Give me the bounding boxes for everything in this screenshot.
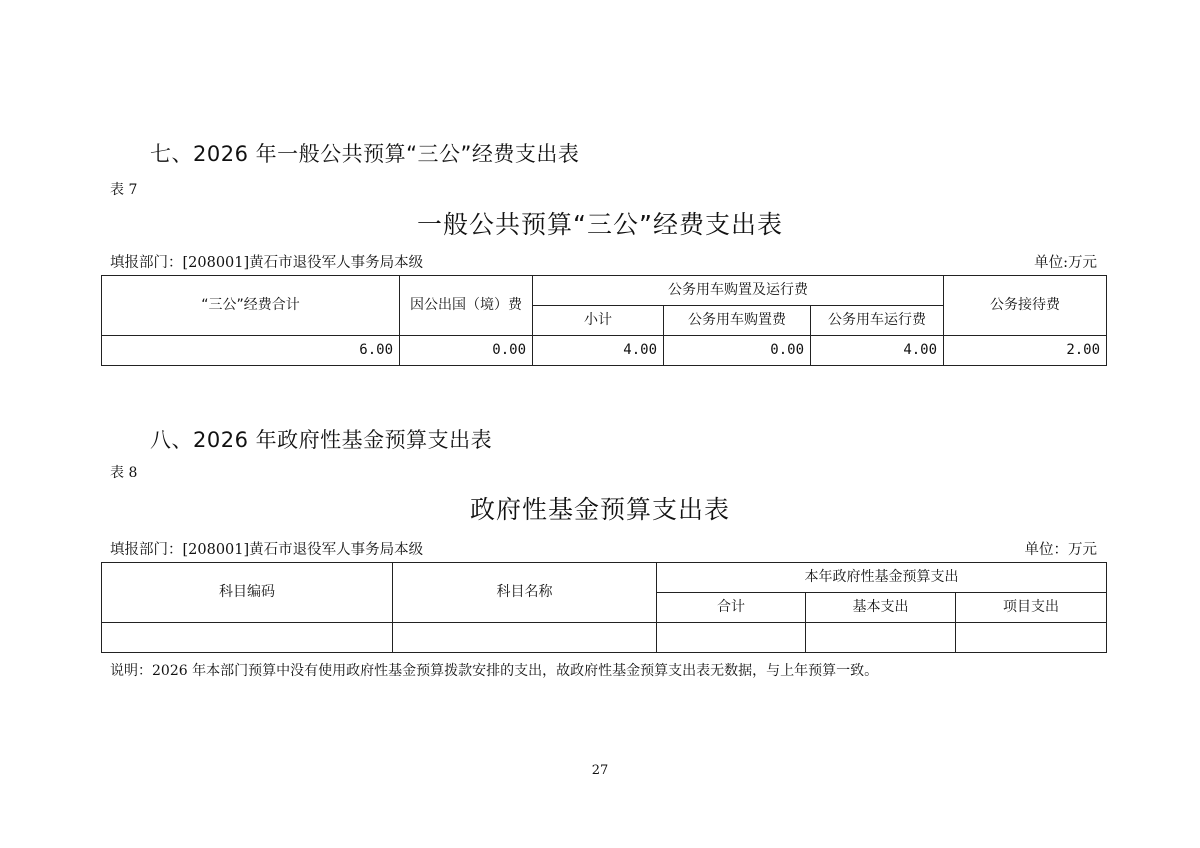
header-fund-group: 本年政府性基金预算支出 xyxy=(657,563,1107,593)
three-public-expense-table xyxy=(101,275,1107,366)
header-project: 项目支出 xyxy=(956,593,1107,623)
page-number: 27 xyxy=(591,763,609,778)
header-vehicle-purchase: 公务用车购置费 xyxy=(664,306,811,336)
cell-empty xyxy=(956,623,1107,653)
section-8-heading: 八、2026 年政府性基金预算支出表 xyxy=(150,428,493,452)
header-total: 合计 xyxy=(657,593,806,623)
cell-empty xyxy=(806,623,956,653)
table-7-dept: 填报部门：[208001]黄石市退役军人事务局本级 xyxy=(110,255,424,271)
cell-subtotal: 4.00 xyxy=(533,336,664,366)
cell-empty xyxy=(102,623,393,653)
header-subject-name: 科目名称 xyxy=(393,563,657,623)
cell-empty xyxy=(657,623,806,653)
table-7-unit: 单位:万元 xyxy=(1034,255,1097,271)
section-7-heading: 七、2026 年一般公共预算“三公”经费支出表 xyxy=(150,142,580,166)
header-subject-code: 科目编码 xyxy=(102,563,393,623)
table-row xyxy=(102,336,1107,366)
cell-total: 6.00 xyxy=(102,336,400,366)
header-abroad-fee: 因公出国（境）费 xyxy=(400,276,533,336)
header-vehicle-group: 公务用车购置及运行费 xyxy=(533,276,944,306)
table-8-title: 政府性基金预算支出表 xyxy=(469,495,730,524)
table-7-title: 一般公共预算“三公”经费支出表 xyxy=(417,210,783,239)
header-basic: 基本支出 xyxy=(806,593,956,623)
table-8-unit: 单位：万元 xyxy=(1024,542,1097,558)
cell-abroad: 0.00 xyxy=(400,336,533,366)
cell-reception: 2.00 xyxy=(944,336,1107,366)
table-8-dept: 填报部门：[208001]黄石市退役军人事务局本级 xyxy=(110,542,424,558)
cell-empty xyxy=(393,623,657,653)
table-8-note: 说明：2026 年本部门预算中没有使用政府性基金预算拨款安排的支出，故政府性基金预算支出表无数据，与上年预算一致。 xyxy=(110,663,879,679)
table-row xyxy=(102,623,1107,653)
header-subtotal: 小计 xyxy=(533,306,664,336)
table-7-number: 表 7 xyxy=(110,182,138,198)
header-vehicle-operation: 公务用车运行费 xyxy=(811,306,944,336)
cell-purchase: 0.00 xyxy=(664,336,811,366)
gov-fund-expense-table xyxy=(101,562,1107,653)
table-8-number: 表 8 xyxy=(110,465,138,481)
header-reception-fee: 公务接待费 xyxy=(944,276,1107,336)
header-three-public-total: “三公”经费合计 xyxy=(102,276,400,336)
cell-operation: 4.00 xyxy=(811,336,944,366)
